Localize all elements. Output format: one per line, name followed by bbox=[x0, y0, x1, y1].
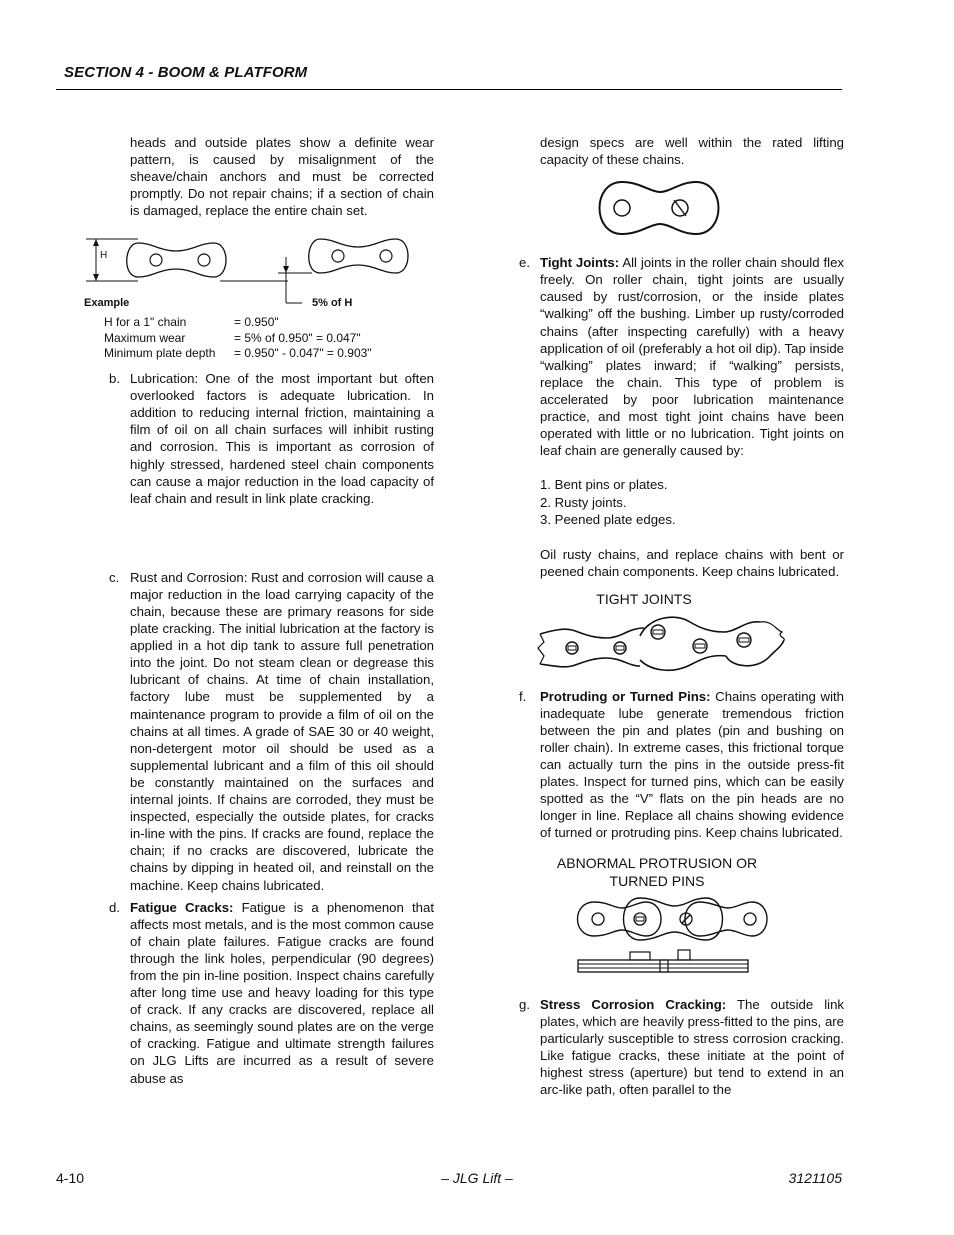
header-rule bbox=[56, 89, 842, 90]
right-column bbox=[514, 134, 844, 1098]
list-item: 2. Rusty joints. bbox=[540, 494, 627, 510]
item-letter: b. bbox=[109, 371, 120, 387]
item-f-title: Protruding or Turned Pins: bbox=[540, 688, 711, 704]
protrusion-caption-line-2: TURNED PINS bbox=[609, 872, 705, 889]
h-dimension-label: H bbox=[100, 250, 108, 262]
item-b-lubrication bbox=[104, 370, 434, 507]
left-intro-paragraph: heads and outside plates show a definite wear pattern, is caused by misalignment of the sheave/chain anchors and must be corrected promptly. Do not repair chains; if a section of chain is damaged, replace the entire chain set. bbox=[130, 135, 434, 219]
item-letter: c. bbox=[109, 569, 120, 585]
example-row-value: = 0.950" - 0.047" = 0.903" bbox=[234, 345, 372, 360]
right-intro-paragraph: design specs are well within the rated lifting capacity of these chains. bbox=[540, 135, 844, 168]
item-letter: f. bbox=[519, 688, 527, 704]
item-f-protruding-pins bbox=[514, 688, 844, 842]
item-d-fatigue-cracks bbox=[104, 899, 434, 1087]
item-d-title: Fatigue Cracks: bbox=[130, 899, 234, 915]
example-calculation-table bbox=[104, 315, 434, 361]
tight-joints-caption: TIGHT JOINTS bbox=[596, 590, 692, 607]
example-row bbox=[104, 331, 434, 346]
item-c-rust-corrosion bbox=[104, 569, 434, 894]
tight-joints-note: Oil rusty chains, and replace chains with bent or peened chain components. Keep chains lubricated. bbox=[540, 546, 844, 579]
item-letter: e. bbox=[519, 255, 530, 271]
example-row-label: H for a 1" chain bbox=[104, 315, 187, 330]
section-title: SECTION 4 - BOOM & PLATFORM bbox=[64, 64, 308, 81]
example-row-value: = 0.950" bbox=[234, 315, 279, 330]
item-g-title: Stress Corrosion Cracking: bbox=[540, 996, 727, 1012]
example-row bbox=[104, 315, 434, 330]
item-e-tight-joints bbox=[514, 254, 844, 459]
list-item: 1. Bent pins or plates. bbox=[540, 477, 668, 493]
item-e-paragraph bbox=[540, 254, 844, 459]
item-e-title: Tight Joints: bbox=[540, 255, 620, 271]
item-g-stress-corrosion bbox=[514, 996, 844, 1099]
item-g-text: The outside link plates, which are heavily press-fitted to the pins, are particularly susceptible to stress corrosion cracking. Like fatigue cracks, these initiate at the point of highest stress (aperture) but tend to extend in an arc-like path, often parallel to the bbox=[540, 996, 844, 1098]
example-row-value: = 5% of 0.950" = 0.047" bbox=[234, 330, 361, 345]
item-e-text: All joints in the roller chain should flex freely. On roller chain, tight joints are usually caused by rust/corrosion, or the inside plates “walking” off the bushing. Limber up rusty/corroded chains (after inspecting carefully) with a heavy application of oil (preferably a hot oil dip). Tap inside “walking” plates inward; if “walking” persists, replace the chain. This type of problem is accelerated by poor lubrication maintenance practice, and most tight joint chains have been operated with little or no lubrication. Tight joints on leaf chain are generally caused by: bbox=[540, 255, 845, 459]
tight-joints-cause-list bbox=[514, 476, 844, 528]
example-row-label: Maximum wear bbox=[104, 330, 186, 345]
example-row bbox=[104, 346, 434, 361]
document-number: 3121105 bbox=[788, 1170, 842, 1186]
tight-joints-chain-figure bbox=[514, 610, 844, 674]
item-g-paragraph bbox=[540, 996, 844, 1099]
chain-wear-example-figure bbox=[80, 235, 434, 313]
item-f-text: Chains operating with inadequate lube generate tremendous friction between the pin and plates (pin and bushing on roller chain). In extreme cases, this frictional torque can actually turn the pins in the outside press-fit plates. Inspect for turned pins, which can be easily spotted as the “V” flats on the pin heads are no longer in line. Replace all chains showing evidence of turned or protruding pins. Keep chains lubricated. bbox=[540, 688, 844, 841]
footer-brand: – JLG Lift – bbox=[441, 1170, 513, 1186]
list-item: 3. Peened plate edges. bbox=[540, 512, 676, 528]
page-number: 4-10 bbox=[56, 1170, 85, 1186]
item-f-paragraph bbox=[540, 688, 844, 842]
item-letter: g. bbox=[519, 996, 530, 1012]
single-chain-link-figure bbox=[514, 172, 844, 238]
wear-percent-label: 5% of H bbox=[312, 297, 353, 310]
protrusion-caption-line-1: ABNORMAL PROTRUSION OR bbox=[556, 854, 758, 871]
item-d-paragraph bbox=[130, 899, 434, 1087]
item-b-text: Lubrication: One of the most important but often overlooked factors is adequate lubrication. In addition to reducing internal friction, maintaining a film of oil on all chain surfaces will inhibit rusting and corrosion. This is important as corrosion of highly stressed, hardened steel chain components can cause a major reduction in the load capacity of leaf chain and result in link plate cracking. bbox=[130, 371, 434, 506]
chain-wear-diagram bbox=[80, 235, 420, 313]
turned-pins-chain-figure bbox=[514, 894, 844, 986]
example-label: Example bbox=[84, 297, 130, 310]
example-row-label: Minimum plate depth bbox=[104, 345, 216, 360]
item-c-text: Rust and Corrosion: Rust and corrosion will cause a major reduction in the load carrying capacity of the chain, because these are primary reasons for side plate cracking. The initial lubrication at the factory is applied in a hot dip tank to assure full penetration into the joint. Do not steam clean or degrease this lubricant of chains. At time of chain installation, factory lube must be supplemented by a maintenance program to provide a film of oil on the chains at all times. A grade of SAE 30 or 40 weight, non-detergent motor oil should be used as a supplemental lubricant and a film of this oil should be constantly maintained on the surfaces and internal joints. If chains are corroded, they must be inspected, especially the outside plates, for cracks in-line with the pins. If cracks are found, replace the chain; if no cracks are discovered, lubricate the chains by dipping in heated oil, and reinstall on the machine. Keep chains lubricated. bbox=[130, 569, 434, 893]
item-d-text: Fatigue is a phenomenon that affects most metals, and is the most common cause of chain plate failures. Fatigue cracks are found through the link holes, perpendicular (90 degrees) from the pin in-line position. Inspect chains carefully after long time use and heavy loading for this type of crack. If any cracks are discovered, replace all chains, as seemingly sound plates are on the verge of cracking. Fatigue and ultimate strength failures on JLG Lifts are incurred as a result of severe abuse as bbox=[130, 899, 434, 1086]
item-letter: d. bbox=[109, 899, 120, 915]
left-column bbox=[84, 134, 434, 1087]
